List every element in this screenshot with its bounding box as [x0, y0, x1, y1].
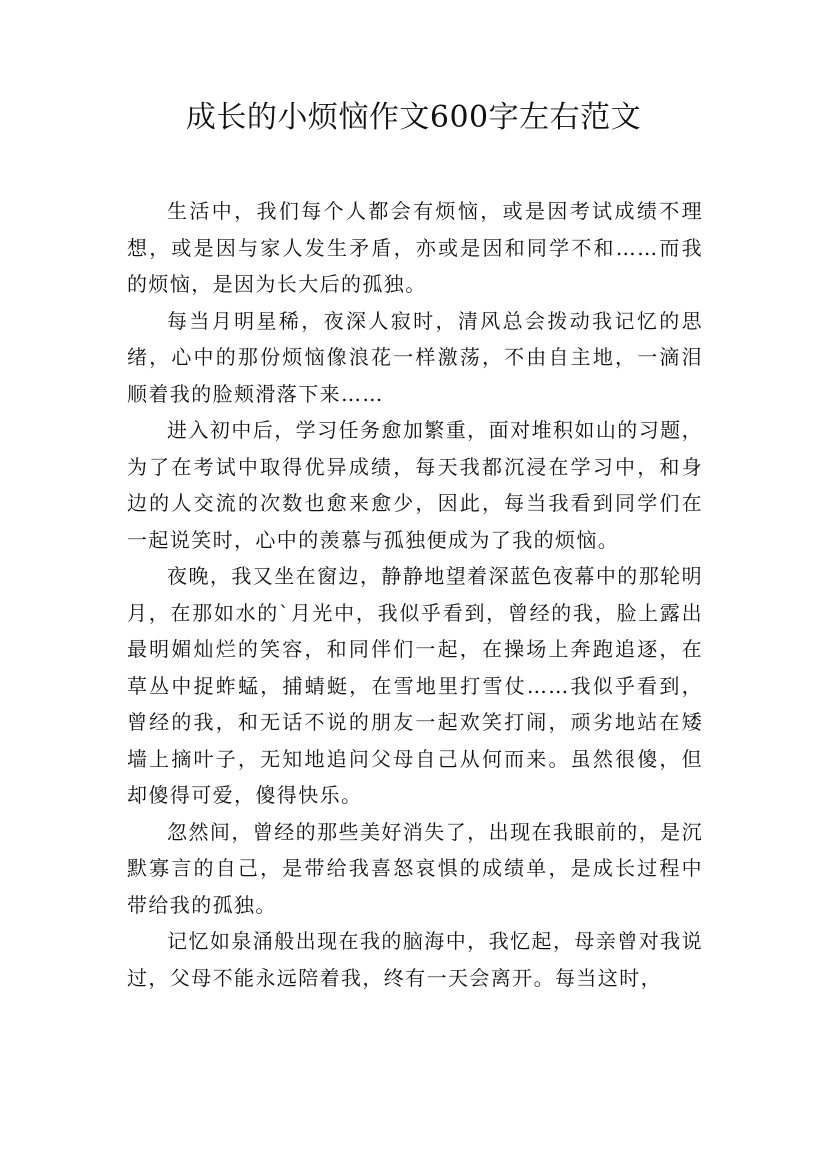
page-title: 成长的小烦恼作文600字左右范文	[185, 100, 642, 135]
paragraph-3: 进入初中后，学习任务愈加繁重，面对堆积如山的习题，为了在考试中取得优异成绩，每天我都沉浸在学习中，和身边的人交流的次数也愈来愈少，因此，每当我看到同学们在一起说笑时，心中的羡慕与孤独便成为了我的烦恼。	[127, 418, 703, 552]
essay-body	[127, 193, 703, 996]
paragraph-2: 每当月明星稀，夜深人寂时，清风总会拨动我记忆的思绪，心中的那份烦恼像浪花一样激荡，不由自主地，一滴泪顺着我的脸颊滑落下来……	[127, 308, 703, 406]
paragraph-5: 忽然间，曾经的那些美好消失了，出现在我眼前的，是沉默寡言的自己，是带给我喜怒哀惧的成绩单，是成长过程中带给我的孤独。	[127, 819, 703, 917]
paragraph-4: 夜晚，我又坐在窗边，静静地望着深蓝色夜幕中的那轮明月，在那如水的`月光中，我似乎看到，曾经的我，脸上露出最明媚灿烂的笑容，和同伴们一起，在操场上奔跑追逐，在草丛中捉蚱蜢，捕蜻蜓，在雪地里打雪仗……我似乎看到，曾经的我，和无话不说的朋友一起欢笑打闹，顽劣地站在矮墙上摘叶子，无知地追问父母自己从何而来。虽然很傻，但却傻得可爱，傻得快乐。	[127, 564, 703, 807]
paragraph-6: 记忆如泉涌般出现在我的脑海中，我忆起，母亲曾对我说过，父母不能永远陪着我，终有一天会离开。每当这时，	[127, 929, 703, 990]
paragraph-1: 生活中，我们每个人都会有烦恼，或是因考试成绩不理想，或是因与家人发生矛盾，亦或是因和同学不和……而我的烦恼，是因为长大后的孤独。	[127, 199, 703, 296]
